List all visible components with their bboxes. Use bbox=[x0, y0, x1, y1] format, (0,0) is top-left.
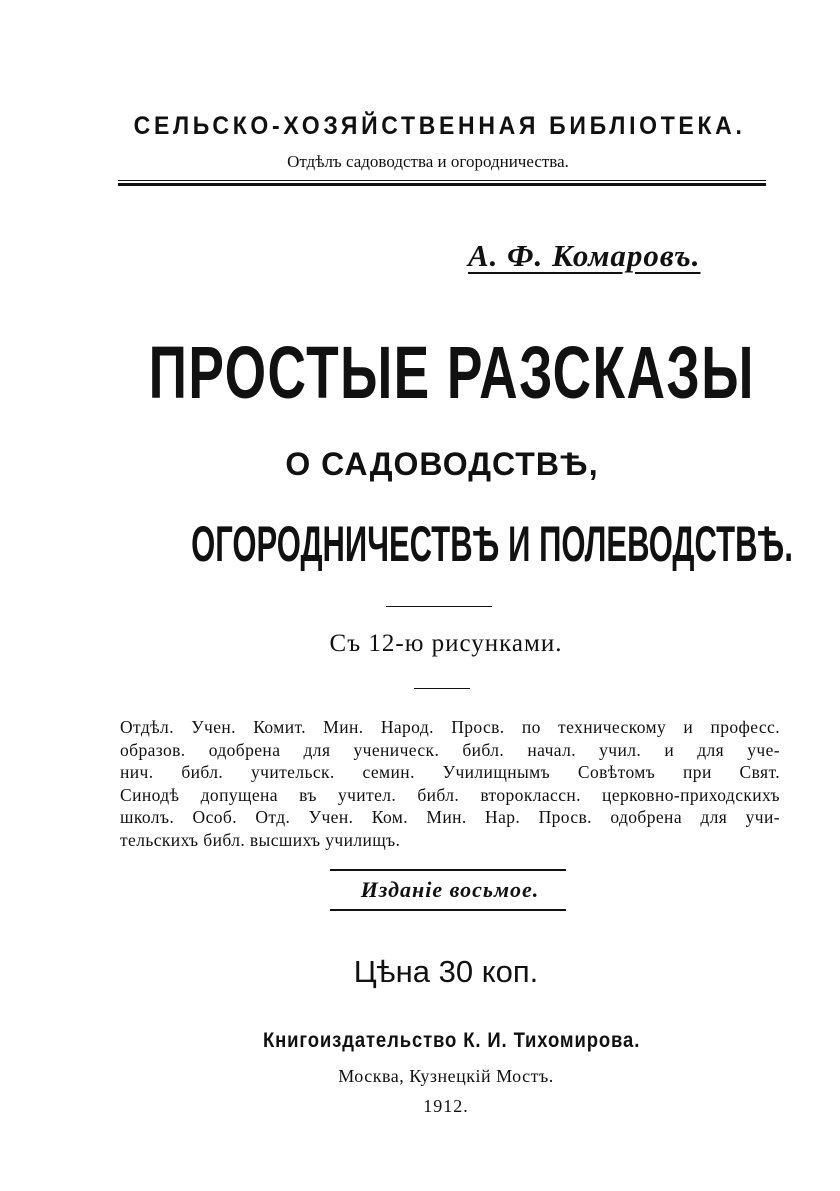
illustrations-note: Съ 12-ю рисунками. bbox=[329, 630, 563, 657]
approval-line: Синодѣ допущена въ учител. библ. второклассн. церковно-приходскихъ bbox=[120, 784, 780, 805]
approval-line: Отдѣл. Учен. Комит. Мин. Народ. Просв. по техническому и професс. bbox=[120, 717, 780, 737]
edition-label: Изданiе восьмое. bbox=[360, 877, 540, 902]
publication-year: 1912. bbox=[423, 1096, 469, 1116]
main-title: ПРОСТЫЕ РАЗСКАЗЫ bbox=[148, 331, 755, 414]
series-subtitle: Отдѣлъ садоводства и огородничества. bbox=[287, 152, 569, 171]
title-line-3: ОГОРОДНИЧЕСТВѢ И ПОЛЕВОДСТВѢ. bbox=[191, 516, 794, 572]
publisher-name: Книгоиздательство К. И. Тихомирова. bbox=[262, 1029, 641, 1052]
approval-line: образов. одобрена для ученическ. библ. начал. учил. и для уче- bbox=[120, 739, 780, 760]
series-rule-thick bbox=[118, 183, 766, 186]
series-rule-thin bbox=[118, 180, 766, 181]
publisher-place: Москва, Кузнецкiй Мостъ. bbox=[338, 1066, 554, 1086]
approval-line: школъ. Особ. Отд. Учен. Ком. Мин. Нар. Просв. одобрена для учи- bbox=[120, 807, 780, 827]
approval-note bbox=[120, 716, 780, 851]
edition-rule-top bbox=[330, 869, 566, 871]
price-label: Цѣна 30 коп. bbox=[353, 954, 539, 989]
approval-line: нич. библ. учительск. семин. Училищнымъ Совѣтомъ при Свят. bbox=[120, 762, 780, 782]
author-name: А. Ф. Комаровъ. bbox=[468, 238, 701, 273]
edition-rule-bottom bbox=[330, 909, 566, 911]
series-title: СЕЛЬСКО-ХОЗЯЙСТВЕННАЯ БИБЛIОТЕКА. bbox=[133, 112, 746, 140]
divider-short-2 bbox=[414, 688, 470, 689]
divider-short-1 bbox=[386, 606, 492, 607]
approval-line: тельскихъ библ. высшихъ училищъ. bbox=[120, 829, 401, 850]
title-line-2: О САДОВОДСТВѢ, bbox=[285, 446, 599, 482]
